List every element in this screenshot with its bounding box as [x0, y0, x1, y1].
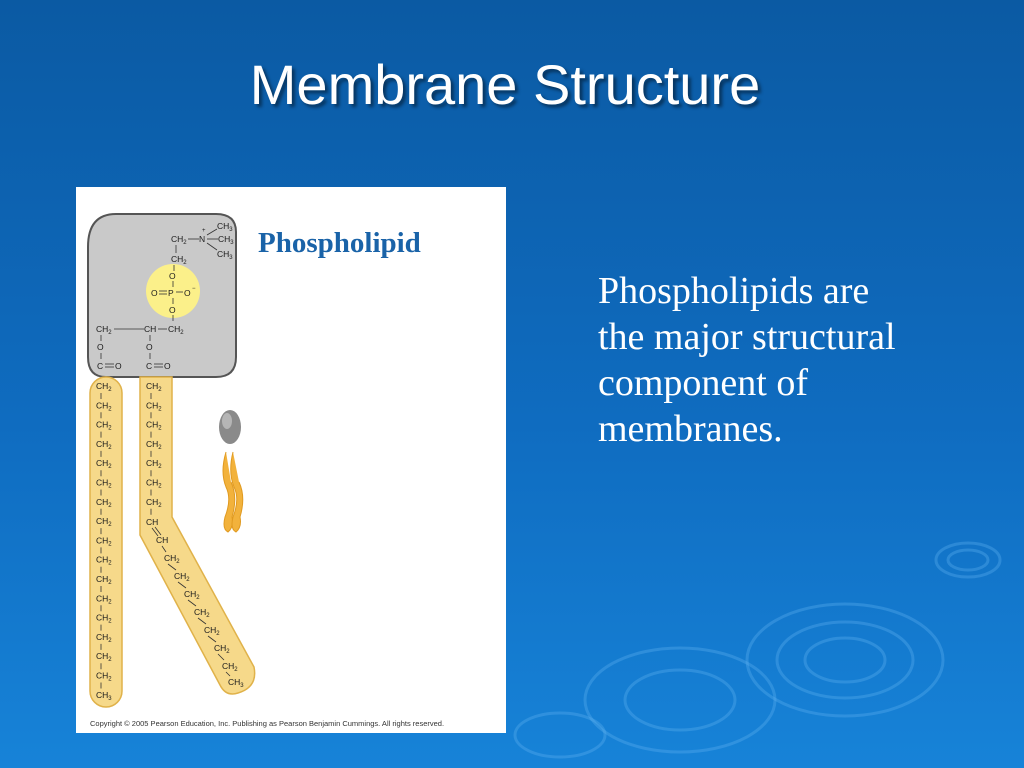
svg-text:O: O — [115, 361, 122, 371]
body-line: membranes. — [598, 408, 783, 450]
phospholipid-symbol-icon — [219, 410, 243, 532]
tail-carbon-label: $CH_2$ — [146, 477, 162, 490]
phospholipid-figure — [76, 187, 506, 733]
tail-carbon-label: $CH_2$ — [96, 593, 112, 606]
tail-carbon-label: $CH_2$ — [96, 477, 112, 490]
body-line: component of — [598, 362, 809, 404]
tail-carbon-label: $CH_2$ — [96, 670, 112, 683]
svg-text:C: C — [97, 361, 104, 371]
svg-text:O: O — [146, 342, 153, 352]
svg-text:O: O — [184, 288, 191, 298]
figure-label: Phospholipid — [258, 227, 421, 259]
tail-carbon-label: $CH_2$ — [146, 458, 162, 471]
phospholipid-diagram — [76, 187, 506, 733]
tail-carbon-label: $CH_2$ — [146, 496, 162, 509]
svg-text:CH2: $CH_2$ — [96, 324, 112, 336]
svg-text:O: O — [169, 271, 176, 281]
body-line: Phospholipids are — [598, 270, 870, 312]
tail-carbon-label: $CH_2$ — [204, 625, 220, 637]
tail-carbon-label: $CH_2$ — [96, 535, 112, 548]
tail-carbon-label: $CH_2$ — [96, 631, 112, 644]
tail-carbon-label: $CH_2$ — [96, 516, 112, 529]
tail-carbon-label: $CH_2$ — [214, 643, 230, 655]
tail-carbon-label: $CH_2$ — [222, 661, 238, 673]
tail-carbon-label: $CH_2$ — [146, 381, 162, 393]
svg-text:CH3: $CH_3$ — [217, 221, 233, 233]
tail-carbon-label: $CH_2$ — [96, 458, 112, 471]
svg-text:CH: CH — [144, 324, 157, 334]
tail-carbon-label: CH — [146, 517, 159, 527]
svg-text:C: C — [146, 361, 153, 371]
tail-carbon-label: $CH_2$ — [96, 381, 112, 393]
tail-carbon-label: $CH_2$ — [96, 554, 112, 567]
svg-text:O: O — [169, 305, 176, 315]
svg-text:CH3: $CH_3$ — [217, 249, 233, 261]
body-line: the major structural — [598, 316, 896, 358]
body-text — [598, 268, 998, 452]
svg-text:CH3: $CH_3$ — [218, 234, 234, 246]
tail-carbon-label: $CH_2$ — [184, 589, 200, 601]
tail-carbon-label: $CH_2$ — [164, 553, 180, 565]
tail-carbon-label: $CH_2$ — [96, 651, 112, 664]
slide-title: Membrane Structure — [249, 53, 761, 116]
tail-carbon-label: $CH_2$ — [194, 607, 210, 619]
svg-text:CH2: $CH_2$ — [171, 254, 187, 266]
svg-text:P: P — [168, 288, 174, 298]
tail-carbon-label: $CH_2$ — [96, 496, 112, 509]
tail-carbon-label: CH — [156, 535, 169, 545]
tail-carbon-label: $CH_2$ — [96, 419, 112, 432]
svg-text:N: N — [199, 234, 206, 244]
tail-carbon-label: $CH_2$ — [174, 571, 190, 583]
svg-text:O: O — [164, 361, 171, 371]
tail-carbon-label: $CH_2$ — [96, 438, 112, 451]
svg-text:−: − — [192, 286, 196, 292]
svg-text:CH2: $CH_2$ — [168, 324, 184, 336]
tail-carbon-label: $CH_3$ — [228, 677, 244, 689]
tail-carbon-label: $CH_2$ — [146, 438, 162, 451]
tail-carbon-label: $CH_2$ — [146, 419, 162, 432]
tail-carbon-label: $CH_3$ — [96, 689, 112, 702]
svg-text:O: O — [151, 288, 158, 298]
svg-text:O: O — [97, 342, 104, 352]
svg-text:+: + — [202, 228, 206, 234]
svg-text:CH2: $CH_2$ — [171, 234, 187, 246]
tail-carbon-label: $CH_2$ — [146, 400, 162, 413]
copyright-notice: Copyright © 2005 Pearson Education, Inc. Publishing as Pearson Benjamin Cummings. All rights reserved. — [90, 719, 445, 728]
tail-carbon-label: $CH_2$ — [96, 400, 112, 413]
tail-carbon-label: $CH_2$ — [96, 612, 112, 625]
tail-carbon-label: $CH_2$ — [96, 574, 112, 586]
